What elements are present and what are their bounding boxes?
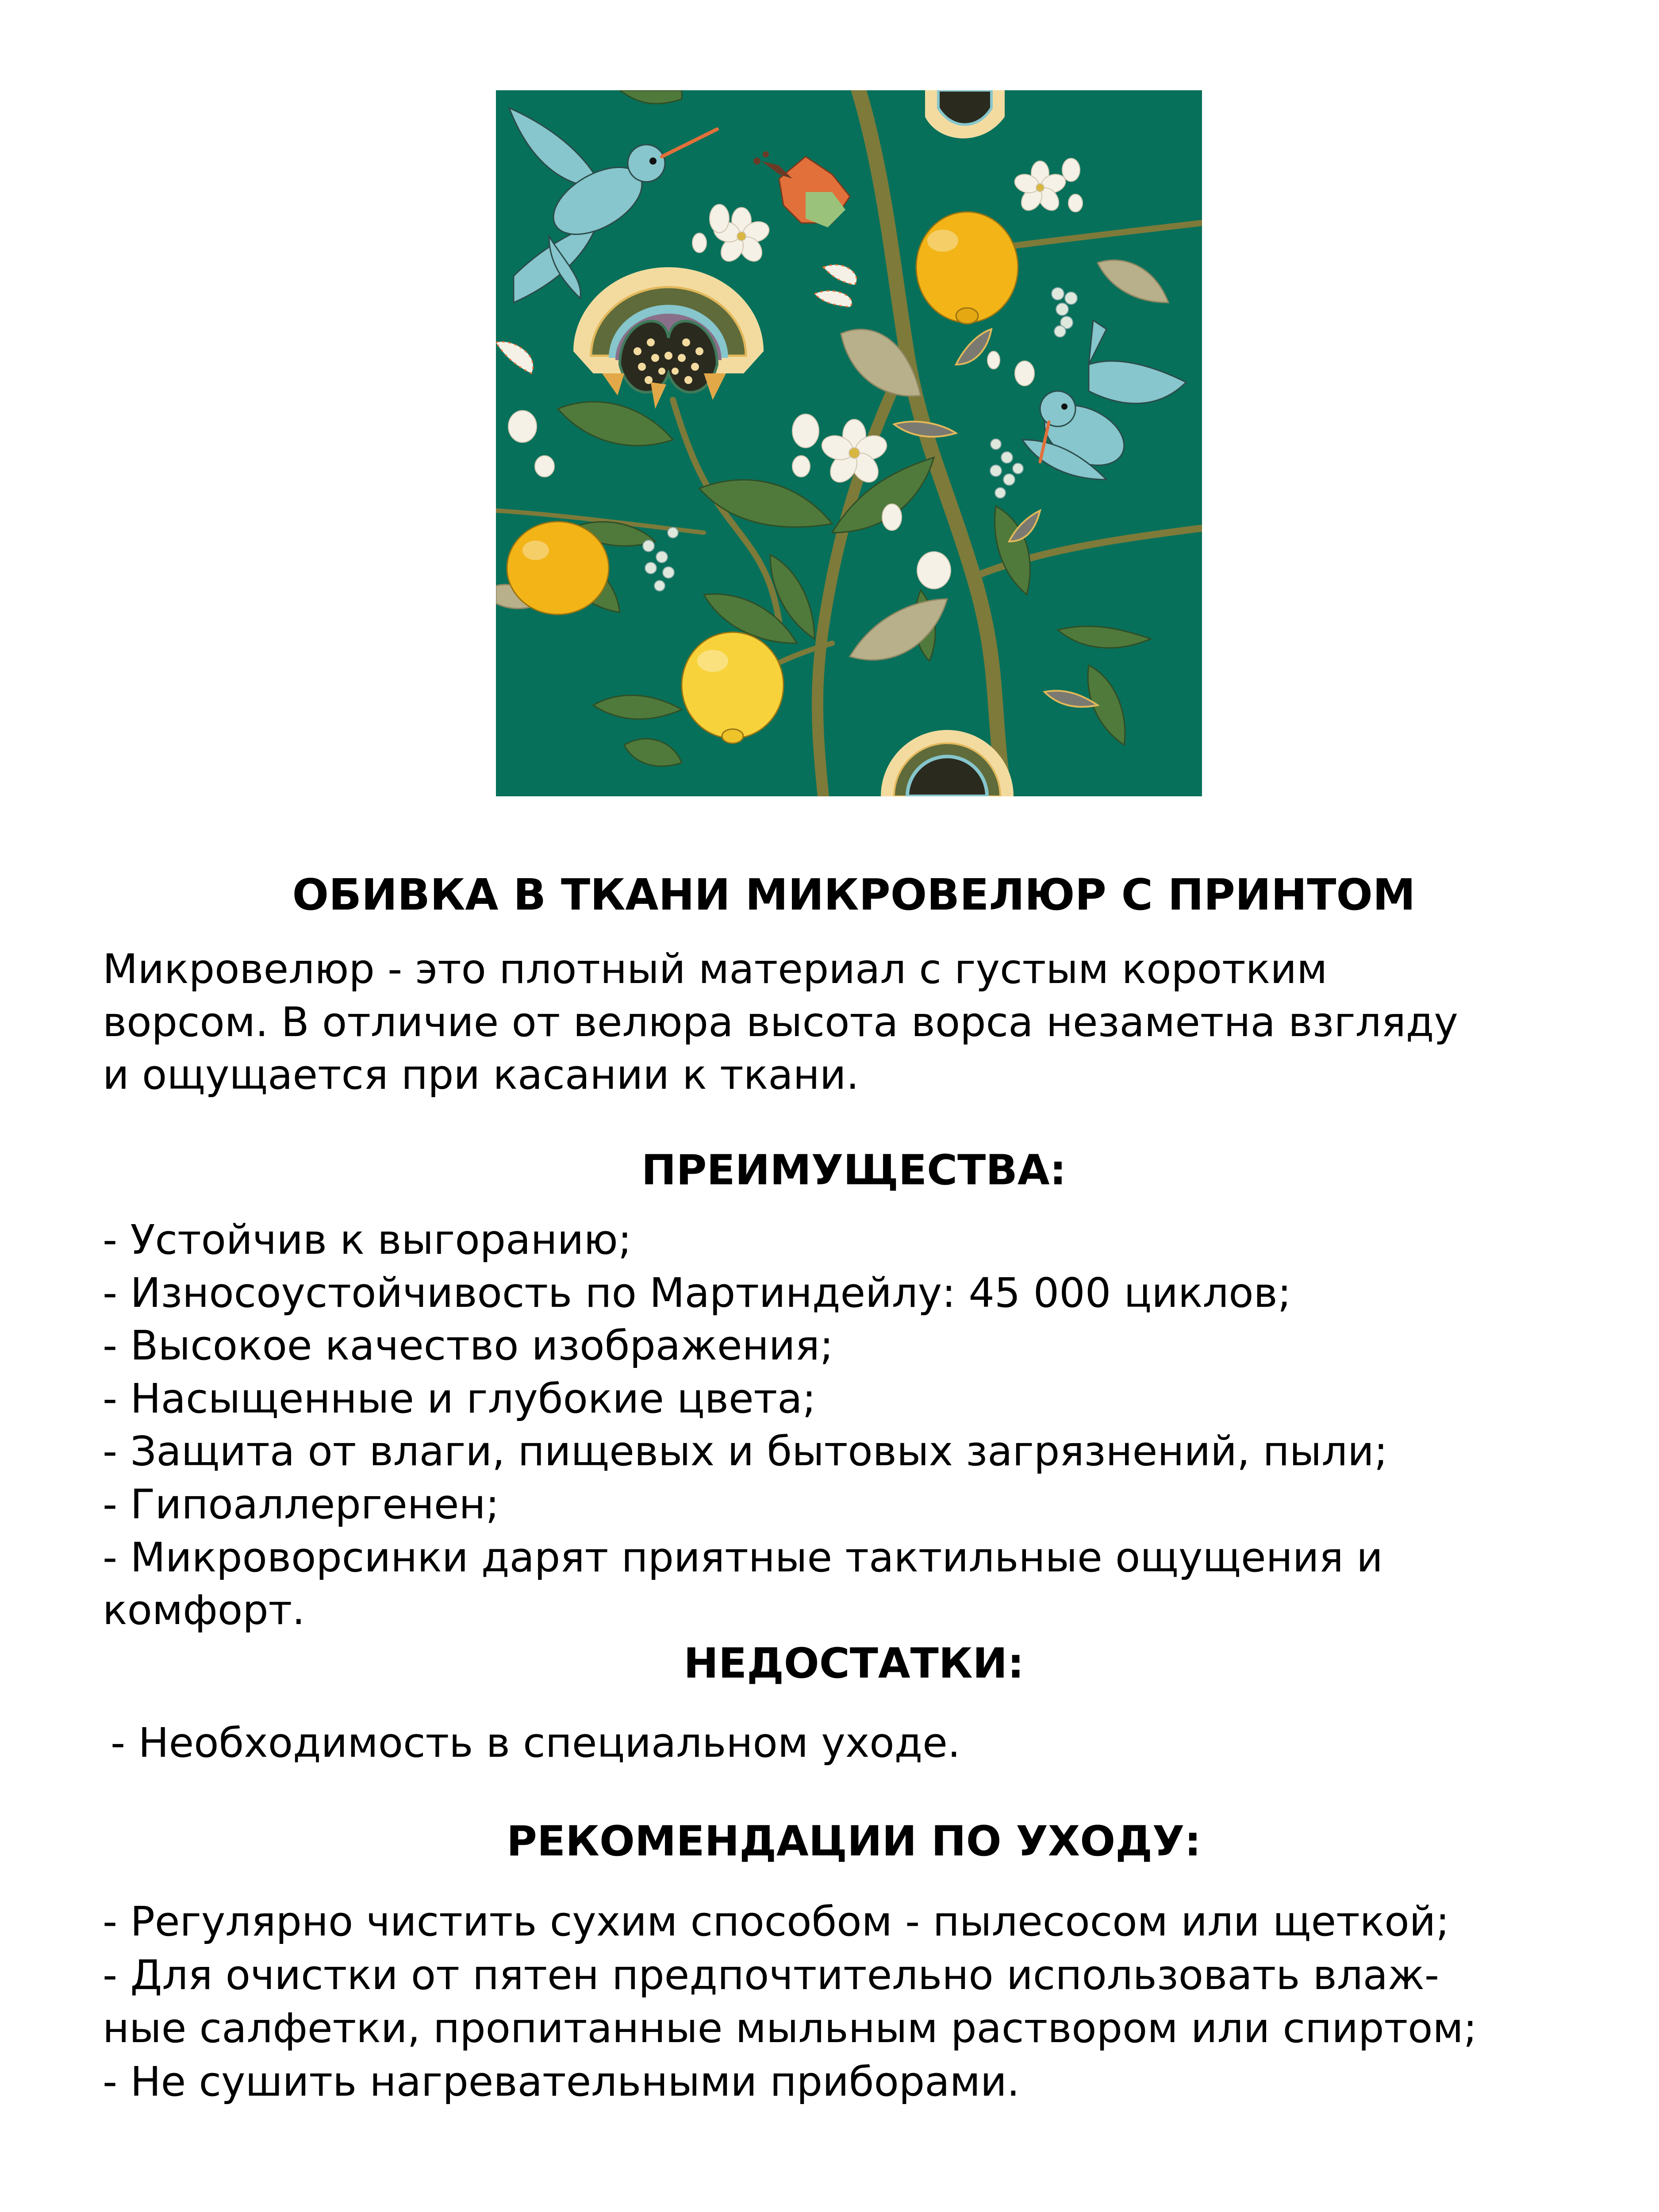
care-heading: РЕКОМЕНДАЦИИ ПО УХОДУ:	[507, 1817, 1201, 1866]
list-item: - Высокое качество изображения;	[103, 1322, 833, 1370]
intro-paragraph	[103, 943, 1458, 1102]
list-item: - Гипоаллергенен;	[103, 1480, 499, 1528]
list-item-continuation: комфорт.	[103, 1586, 305, 1634]
list-item: - Насыщенные и глубокие цвета;	[103, 1375, 816, 1422]
list-item: - Микроворсинки дарят приятные тактильные ощущения и	[103, 1533, 1383, 1581]
advantages-list	[103, 1214, 1388, 1637]
list-item-continuation: ные салфетки, пропитанные мыльным раствором или спиртом;	[103, 2005, 1477, 2052]
list-item: - Регулярно чистить сухим способом - пылесосом или щеткой;	[103, 1898, 1450, 1945]
list-item: - Для очистки от пятен предпочтительно использовать влаж-	[103, 1951, 1440, 1999]
botanical-print-icon	[496, 90, 1202, 796]
care-list	[103, 1895, 1477, 2108]
page-title: ОБИВКА В ТКАНИ МИКРОВЕЛЮР С ПРИНТОМ	[292, 870, 1416, 920]
fabric-print-image	[496, 90, 1202, 796]
list-item: - Необходимость в специальном уходе.	[111, 1719, 961, 1767]
intro-line: Микровелюр - это плотный материал с густым коротким	[103, 945, 1328, 993]
disadvantages-heading: НЕДОСТАТКИ:	[684, 1640, 1024, 1688]
list-item: - Износоустойчивость по Мартиндейлу: 45 000 циклов;	[103, 1269, 1291, 1317]
advantages-heading: ПРЕИМУЩЕСТВА:	[641, 1146, 1067, 1194]
disadvantages-list	[111, 1717, 960, 1770]
intro-line: ворсом. В отличие от велюра высота ворса незаметна взгляду	[103, 998, 1458, 1046]
list-item: - Устойчив к выгоранию;	[103, 1216, 632, 1263]
list-item: - Защита от влаги, пищевых и бытовых загрязнений, пыли;	[103, 1428, 1388, 1475]
intro-line: и ощущается при касании к ткани.	[103, 1051, 859, 1099]
list-item: - Не сушить нагревательными приборами.	[103, 2058, 1020, 2105]
